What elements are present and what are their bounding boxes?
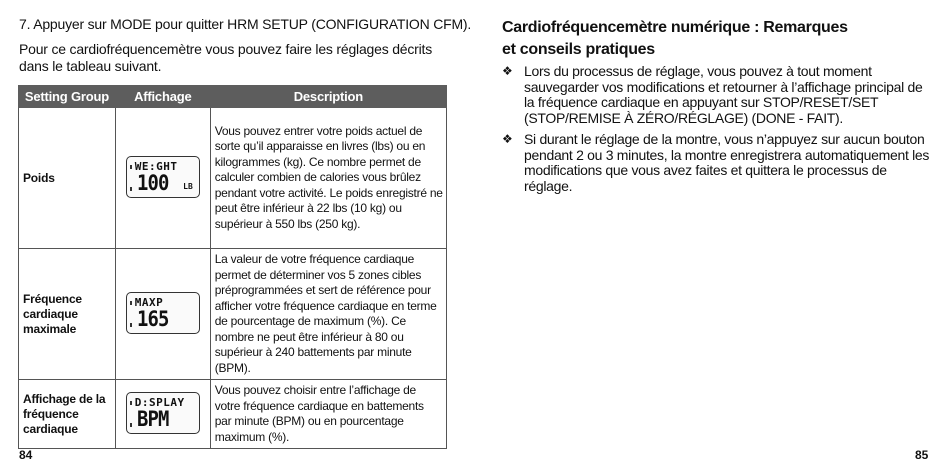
watch-lcd-maxhr (126, 292, 200, 334)
lcd-line1: MAXP (134, 295, 164, 309)
lcd-tick-icon (130, 401, 132, 405)
table-row-hr-display (19, 380, 447, 449)
header-setting-group: Setting Group (19, 86, 116, 108)
display-cell (115, 380, 210, 449)
group-cell: Fréquence cardiaque maximale (19, 249, 116, 380)
description-cell: Vous pouvez choisir entre l’affichage de votre fréquence cardiaque en battements par minute (BPM) ou en pourcentage maximum (%). (210, 380, 446, 449)
lcd-tick-icon (130, 323, 132, 327)
lcd-line2: 100 (136, 170, 169, 195)
watch-lcd-display (126, 392, 200, 434)
tips-list (502, 64, 932, 200)
table-row-poids (19, 108, 447, 249)
page-number-left: 84 (19, 448, 33, 462)
diamond-bullet-icon: ❖ (502, 64, 513, 78)
lcd-tick-icon (130, 187, 132, 191)
watch-lcd-weight (126, 156, 200, 198)
lcd-line1: WE:GHT (134, 159, 178, 173)
table-header-row (19, 86, 447, 108)
table-row-max-hr (19, 249, 447, 380)
section-title (502, 17, 848, 61)
header-affichage: Affichage (115, 86, 210, 108)
page-number-right: 85 (915, 448, 929, 462)
lcd-tick-icon (130, 301, 132, 305)
section-title-line2: et conseils pratiques (502, 41, 655, 58)
list-item (502, 132, 932, 194)
lcd-line2: BPM (136, 406, 169, 431)
header-description: Description (210, 86, 446, 108)
lcd-line2: 165 (136, 306, 169, 331)
group-cell: Poids (19, 108, 116, 249)
section-title-line1: Cardiofréquencemètre numérique : Remarques (502, 19, 848, 36)
lcd-unit: LB (183, 181, 193, 191)
list-item (502, 64, 932, 126)
intro-paragraph: Pour ce cardiofréquencemètre vous pouvez faire les réglages décrits dans le tableau suivant. (19, 41, 433, 74)
lcd-tick-icon (130, 423, 132, 427)
group-cell: Affichage de la fréquence cardiaque (19, 380, 116, 449)
tip-text: Lors du processus de réglage, vous pouvez à tout moment sauvegarder vos modifications et retourner à l’affichage principal de la fréquence cardiaque en appuyant sur STOP/RESET/SET (STOP/REMISE À ZÉRO/RÉGLAGE) (DONE - FAIT). (524, 63, 923, 126)
step-7-text: 7. Appuyer sur MODE pour quitter HRM SETUP (CONFIGURATION CFM). (19, 16, 472, 32)
lcd-tick-icon (130, 165, 132, 169)
display-cell (115, 108, 210, 249)
description-cell: La valeur de votre fréquence cardiaque permet de déterminer vos 5 zones cibles préprogrammées et sert de référence pour afficher votre fréquence cardiaque en terme de pourcentage de maximum (%). Ce nombre ne peut être inférieur à 80 ou supérieur à 240 battements par minute (BPM). (210, 249, 446, 380)
display-cell (115, 249, 210, 380)
tip-text: Si durant le réglage de la montre, vous n’appuyez sur aucun bouton pendant 2 ou 3 minutes, la montre enregistrera automatiquement les modifications que vous avez faites et quittera le processus de réglage. (524, 131, 930, 194)
description-cell: Vous pouvez entrer votre poids actuel de sorte qu’il apparaisse en livres (lbs) ou en kilogrammes (kg). Ce nombre permet de calculer combien de calories vous brûlez pendant votre activité. Le poids enregistré ne peut être inférieur à 22 lbs (10 kg) ou supérieur à 550 lbs (250 kg). (210, 108, 446, 249)
diamond-bullet-icon: ❖ (502, 132, 513, 146)
settings-table (18, 85, 447, 449)
lcd-line1: D:SPLAY (134, 395, 185, 409)
